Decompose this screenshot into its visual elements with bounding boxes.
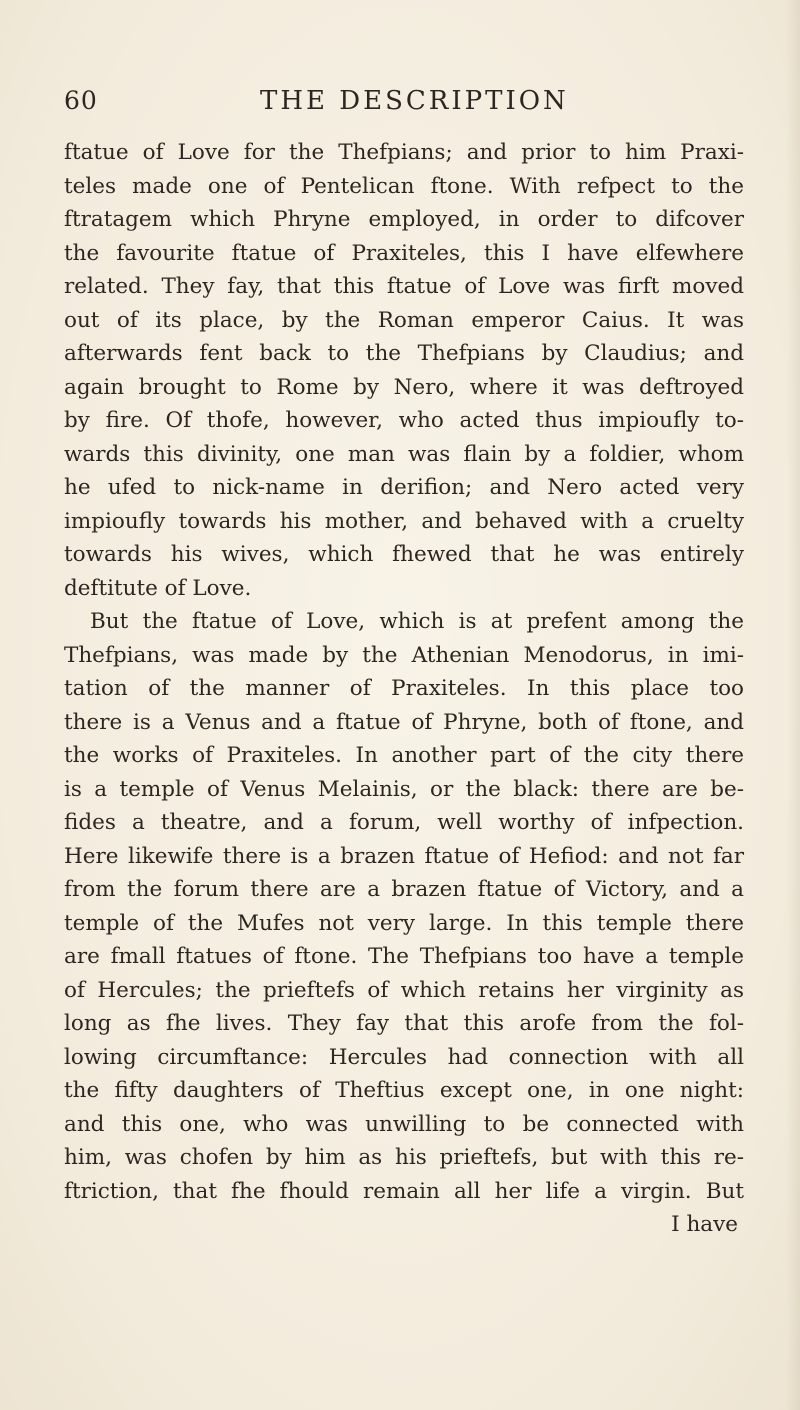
catchword: I have (671, 1212, 738, 1237)
text-line: deftitute of Love. (64, 575, 252, 601)
text-line: he ufed to nick-name in derifion; and Nero acted very (64, 475, 744, 500)
text-line: are fmall ftatues of ftone. The Thefpians too have a temple (64, 944, 744, 969)
text-line: ftratagem which Phryne employed, in order to difcover (64, 207, 744, 232)
body-text (64, 136, 744, 1242)
running-title: THE DESCRIPTION (260, 86, 569, 116)
text-line: towards his wives, which fhewed that he was entirely (64, 542, 744, 567)
text-line: temple of the Mufes not very large. In this temple there (64, 910, 744, 936)
text-line: of Hercules; the prieftefs of which retains her virginity as (64, 977, 744, 1003)
page-header (60, 86, 760, 122)
text-line: and this one, who was unwilling to be connected with (64, 1111, 744, 1137)
text-line: ftriction, that fhe fhould remain all her life a virgin. But (64, 1178, 744, 1204)
text-line: lowing circumftance: Hercules had connection with all (64, 1044, 744, 1070)
text-line: impioufly towards his mother, and behaved with a cruelty (64, 508, 744, 534)
text-line: Here likewife there is a brazen ftatue of Hefiod: and not far (64, 843, 744, 869)
text-line: ftatue of Love for the Thefpians; and prior to him Praxi- (64, 140, 744, 165)
text-line: teles made one of Pentelican ftone. With refpect to the (64, 173, 744, 199)
text-line: by fire. Of thofe, however, who acted thus impioufly to- (64, 408, 744, 433)
text-line: long as fhe lives. They fay that this arofe from the fol- (64, 1011, 744, 1036)
text-line: fides a theatre, and a forum, well worthy of infpection. (64, 810, 744, 835)
page-edge-shadow (786, 0, 800, 1410)
text-line: Thefpians, was made by the Athenian Menodorus, in imi- (64, 642, 744, 668)
text-line: out of its place, by the Roman emperor Caius. It was (64, 307, 744, 333)
text-line: there is a Venus and a ftatue of Phryne, both of ftone, and (64, 709, 744, 735)
text-line: from the forum there are a brazen ftatue of Victory, and a (64, 877, 744, 902)
text-line: wards this divinity, one man was flain by a foldier, whom (64, 441, 744, 467)
text-line: related. They fay, that this ftatue of Love was firft moved (64, 274, 744, 299)
paragraph-start-line: But the ftatue of Love, which is at prefent among the (90, 609, 744, 634)
text-line: the works of Praxiteles. In another part of the city there (64, 743, 744, 768)
page-number: 60 (64, 86, 98, 115)
text-line: is a temple of Venus Melainis, or the black: there are be- (64, 776, 744, 802)
text-line: tation of the manner of Praxiteles. In this place too (64, 676, 744, 701)
text-line: afterwards fent back to the Thefpians by Claudius; and (64, 341, 744, 366)
text-line: the fifty daughters of Theftius except one, in one night: (64, 1078, 744, 1103)
text-line: again brought to Rome by Nero, where it was deftroyed (64, 374, 744, 400)
text-line: him, was chofen by him as his prieftefs, but with this re- (64, 1145, 744, 1170)
text-line: the favourite ftatue of Praxiteles, this I have elfewhere (64, 240, 744, 266)
